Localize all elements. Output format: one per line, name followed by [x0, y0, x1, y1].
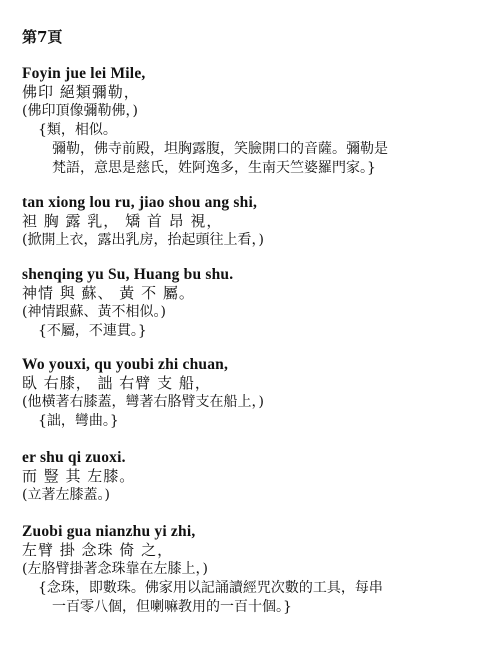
- translation-line: (佛印頂像彌勒佛，): [22, 103, 138, 119]
- chinese-line: 左臂 掛 念珠 倚 之，: [22, 541, 174, 559]
- pinyin-line: Zuobi gua nianzhu yi zhi,: [22, 523, 196, 540]
- verse-section: [22, 448, 492, 505]
- pinyin-line: er shu qi zuoxi.: [22, 449, 126, 466]
- page-number: 第7頁: [22, 28, 63, 46]
- note-line: 梵語，意思是慈氏，姓阿逸多，生南天竺婆羅門家。}: [52, 160, 376, 176]
- pinyin-line: Wo youxi, qu youbi zhi chuan,: [22, 356, 229, 373]
- note-line: {不屬，不連貫。}: [38, 323, 147, 339]
- verse-section: [22, 355, 492, 431]
- note-line: {類，相似。: [38, 122, 117, 138]
- pinyin-line: tan xiong lou ru, jiao shou ang shi,: [22, 194, 258, 211]
- verse-section: [22, 522, 492, 617]
- translation-line: (左胳臂掛著念珠靠在左膝上，): [22, 561, 208, 577]
- pinyin-line: Foyin jue lei Mile,: [22, 65, 146, 82]
- chinese-line: 神情 與 蘇、 黃 不 屬。: [22, 284, 195, 302]
- note-line: {詘，彎曲。}: [38, 413, 119, 429]
- verse-section: [22, 193, 492, 250]
- translation-line: (他橫著右膝蓋，彎著右胳臂支在船上，): [22, 394, 264, 410]
- chinese-line: 佛印 絕類彌勒，: [22, 83, 140, 101]
- verse-section: [22, 64, 492, 178]
- note-line: {念珠，即數珠。佛家用以記誦讀經咒次數的工具，每串: [38, 580, 383, 596]
- note-line: 一百零八個，但喇嘛教用的一百十個。}: [52, 599, 292, 615]
- chinese-line: 袒 胸 露 乳， 矯 首 昂 視，: [22, 212, 223, 230]
- translation-line: (神情跟蘇、黃不相似。): [22, 304, 166, 320]
- pinyin-line: shenqing yu Su, Huang bu shu.: [22, 266, 234, 283]
- note-line: 彌勒，佛寺前殿，坦胸露腹，笑臉開口的音薩。彌勒是: [52, 141, 388, 157]
- translation-line: (立著左膝蓋。): [22, 487, 110, 503]
- chinese-line: 而 豎 其 左膝。: [22, 467, 136, 485]
- translation-line: (掀開上衣，露出乳房，抬起頭往上看，): [22, 232, 264, 248]
- verse-section: [22, 265, 492, 341]
- chinese-line: 臥 右膝， 詘 右臂 支 船，: [22, 374, 211, 392]
